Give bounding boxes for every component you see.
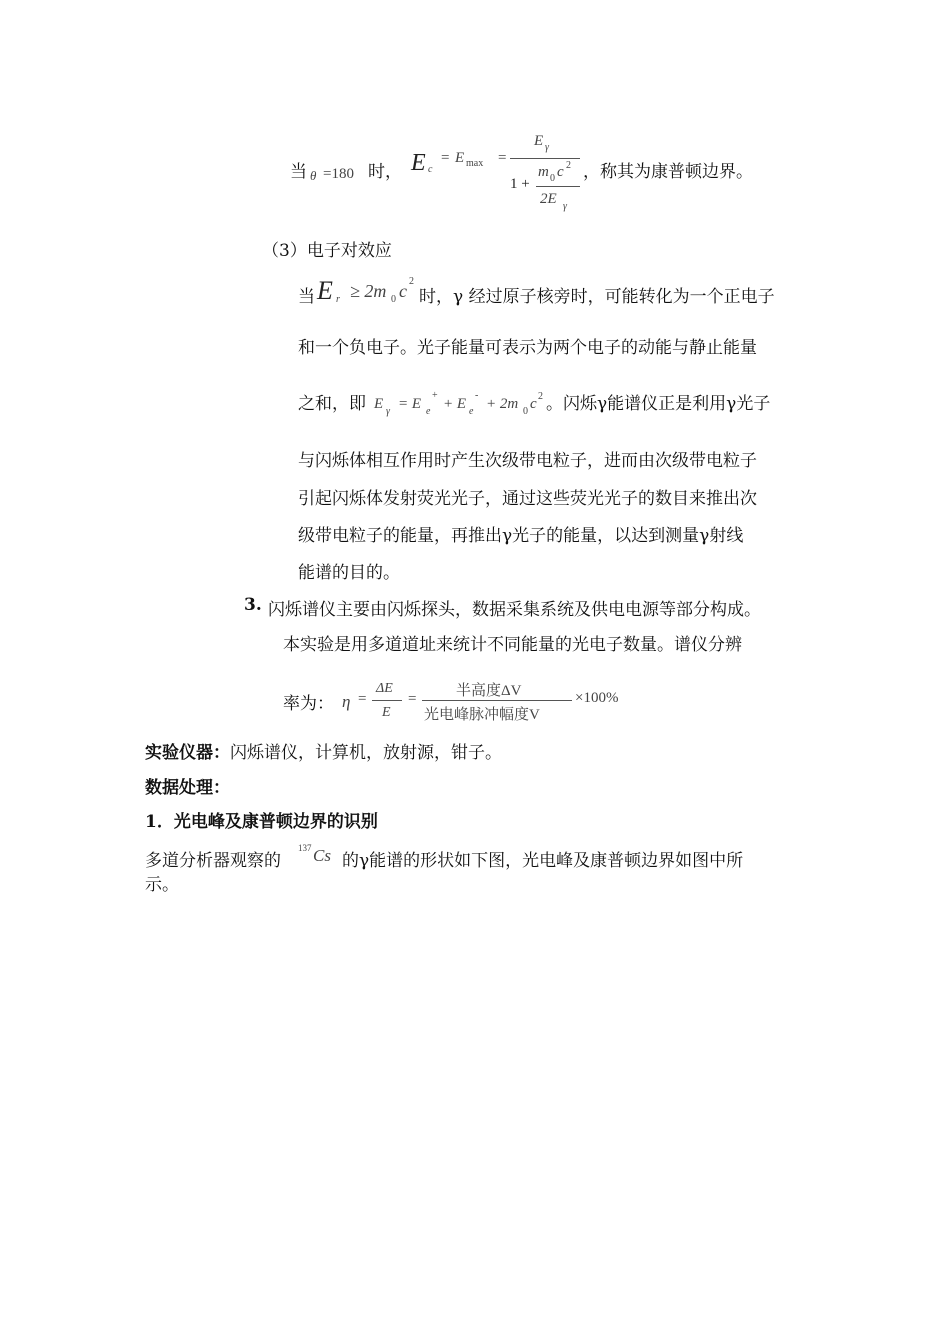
eq-e-sub-2: e xyxy=(469,406,474,417)
pair-p6: 级带电粒子的能量，再推出γ光子的能量，以达到测量γ射线 xyxy=(298,526,744,546)
pair-p1-suffix: 时，γ 经过原子核旁时，可能转化为一个正电子 xyxy=(419,287,775,307)
eq-sign-1: = xyxy=(441,150,450,166)
eta-symbol: η xyxy=(342,692,351,711)
frac-num-gamma: γ xyxy=(545,142,549,153)
eq1-suffix: ，称其为康普顿边界。 xyxy=(583,162,753,182)
half-height-num: 半高度ΔV xyxy=(456,683,522,699)
subheading-1: 1．光电峰及康普顿边界的识别 xyxy=(145,812,378,832)
ec-symbol: E xyxy=(411,150,426,176)
resolution-prefix: 率为： xyxy=(283,694,334,714)
delta-e-fraction-bar xyxy=(372,700,402,701)
eq-e-gamma-sub: γ xyxy=(386,406,390,417)
eq-2: = xyxy=(408,691,417,707)
frac-num-e: E xyxy=(534,133,544,149)
times-100-percent: ×100% xyxy=(575,690,619,706)
para-line-2: 示。 xyxy=(145,875,179,895)
pair-p4: 与闪烁体相互作用时产生次级带电粒子，进而由次级带电粒子 xyxy=(298,451,757,471)
inner-num-m: m xyxy=(538,164,549,180)
instruments-label: 实验仪器： xyxy=(145,743,230,763)
eq-minus-sup: - xyxy=(475,390,479,401)
eq-tail-sub: 0 xyxy=(523,406,528,417)
ge-c: c xyxy=(399,281,407,301)
item-3-number: 3. xyxy=(244,595,262,615)
inner-num-sub: 0 xyxy=(550,173,555,184)
delta-e-num: ΔE xyxy=(376,681,393,696)
pair-p7: 能谱的目的。 xyxy=(298,563,400,583)
eq-tail-2m: + 2m xyxy=(486,396,519,412)
cs-symbol: Cs xyxy=(313,846,331,865)
e-den: E xyxy=(382,705,391,720)
resolution-fraction-bar xyxy=(422,700,572,701)
data-processing-heading: 数据处理： xyxy=(145,778,230,798)
eq-sign-2: = xyxy=(498,150,507,166)
ge-sub-0: 0 xyxy=(391,294,396,305)
para-prefix: 多道分析器观察的 xyxy=(145,851,281,871)
eq-e-gamma: E xyxy=(374,396,384,412)
eq-c: c xyxy=(530,396,537,412)
pair-p3-prefix: 之和，即 xyxy=(298,394,366,414)
theta-symbol: θ xyxy=(310,168,317,183)
inner-den: 2E xyxy=(540,191,557,207)
ec-subscript: c xyxy=(428,164,433,175)
eq1-shi: 时， xyxy=(368,162,402,182)
ge-2m: ≥ 2m xyxy=(350,281,387,301)
eq-plus-e: + E xyxy=(443,396,467,412)
inner-num-sup: 2 xyxy=(566,160,571,171)
inner-num-c: c xyxy=(557,164,564,180)
pair-p5: 引起闪烁体发射荧光光子，通过这些荧光光子的数目来推出次 xyxy=(298,489,757,509)
instruments-line xyxy=(145,738,502,763)
eq-plus-sup: + xyxy=(432,390,438,401)
main-fraction-bar xyxy=(510,158,580,159)
ge-c-sup: 2 xyxy=(409,276,414,287)
item-3-line-1: 闪烁谱仪主要由闪烁探头，数据采集系统及供电电源等部分构成。 xyxy=(268,600,761,620)
inner-den-sub: γ xyxy=(563,201,567,212)
emax-subscript: max xyxy=(466,158,484,169)
er-symbol: E xyxy=(317,276,333,305)
pair-p3-suffix: 。闪烁γ能谱仪正是利用γ光子 xyxy=(546,394,771,414)
peak-amplitude-den: 光电峰脉冲幅度V xyxy=(424,707,540,723)
item-3-line-2: 本实验是用多道道址来统计不同能量的光电子数量。谱仪分辨 xyxy=(283,635,742,655)
er-subscript: r xyxy=(336,294,340,305)
eq-rest1: = E xyxy=(398,396,422,412)
para-line-1-suffix: 的γ能谱的形状如下图，光电峰及康普顿边界如图中所 xyxy=(342,851,744,871)
cs-mass-number: 137 xyxy=(298,843,312,853)
theta-value: =180 xyxy=(323,166,354,182)
eq-e-sub-1: e xyxy=(426,406,431,417)
eta-eq: = xyxy=(358,691,367,707)
pair-p2: 和一个负电子。光子能量可表示为两个电子的动能与静止能量 xyxy=(298,338,757,358)
eq1-prefix: 当 xyxy=(290,162,307,182)
pair-p1-prefix: 当 xyxy=(298,287,315,307)
section-3-title: （3）电子对效应 xyxy=(262,241,392,261)
emax-symbol: E xyxy=(455,150,465,166)
eq-c-sup: 2 xyxy=(538,391,543,402)
one-plus: 1 + xyxy=(510,176,530,192)
instruments-text: 闪烁谱仪，计算机，放射源，钳子。 xyxy=(230,743,502,763)
inner-fraction-bar xyxy=(536,186,580,187)
